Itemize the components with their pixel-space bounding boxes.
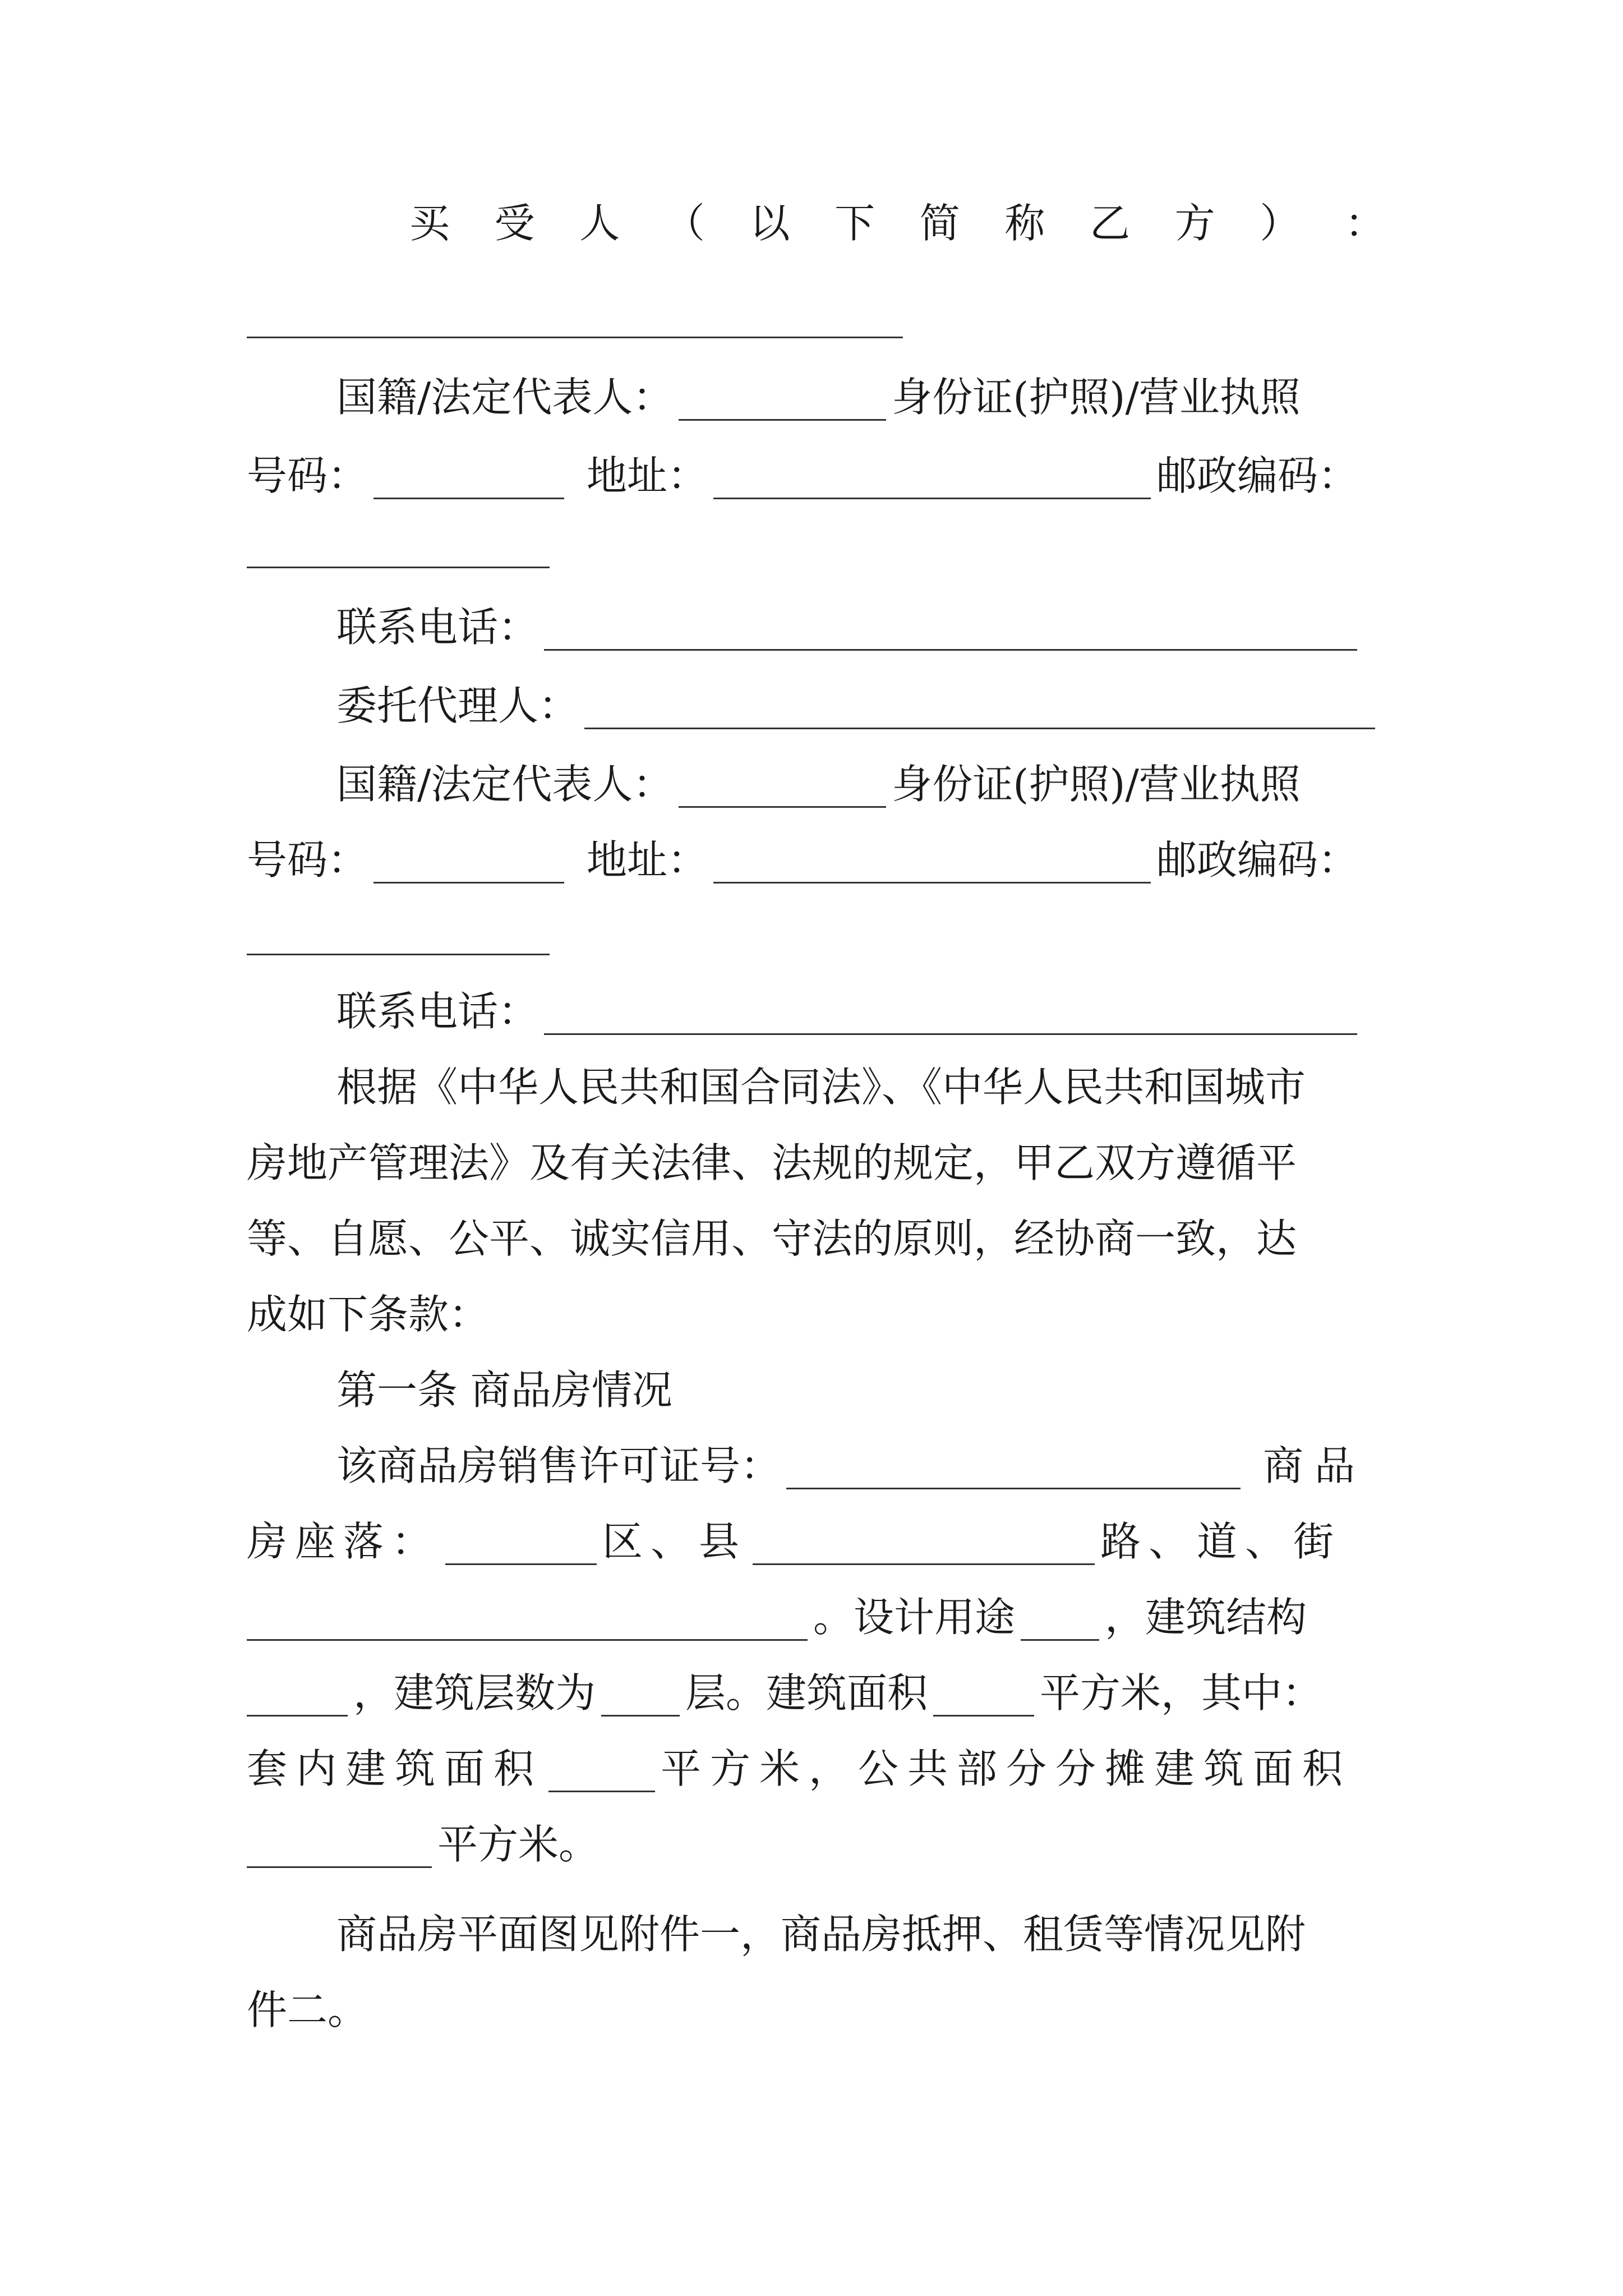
area-unit: 平方米，其中： [1040, 1669, 1323, 1717]
agent-id-line [247, 822, 1385, 898]
buyer-title-char: 乙 [1090, 200, 1131, 247]
street-blank[interactable] [247, 1637, 808, 1641]
preamble-line: 等、自愿、公平、诚实信用、守法的原则，经协商一致，达 [247, 1215, 1297, 1262]
nationality-label: 国籍/法定代表人： [336, 374, 674, 421]
id-label: 身份证(护照)/营业执照 [892, 374, 1301, 421]
id-number-blank[interactable] [374, 880, 564, 884]
road-label: 路、道、街 [1100, 1518, 1342, 1565]
address-blank[interactable] [713, 880, 1151, 884]
shared-area-label: 平方米，公共部分分摊建筑面积 [661, 1745, 1352, 1792]
agent-phone-line [336, 973, 1385, 1050]
postcode-blank[interactable] [247, 567, 550, 568]
buyer-title-char: 以 [749, 200, 790, 247]
nationality-label: 国籍/法定代表人： [336, 761, 674, 808]
postcode-label: 邮政编码： [1156, 836, 1359, 884]
nationality-blank[interactable] [679, 804, 886, 808]
buyer-title-char: ） [1260, 200, 1301, 247]
buyer-name-blank[interactable] [247, 337, 903, 338]
id-number-blank[interactable] [374, 495, 564, 499]
buyer-title-char: （ [664, 200, 705, 247]
location-line [247, 1503, 1385, 1580]
inner-area-line [247, 1731, 1385, 1807]
buyer-title-char: 人 [579, 200, 620, 247]
permit-line [336, 1428, 1385, 1504]
buyer-title-char: 下 [834, 200, 875, 247]
address-label: 地址： [587, 836, 708, 884]
buyer-title-char: 买 [409, 200, 450, 247]
article-heading: 第一条 商品房情况 [336, 1366, 672, 1414]
buyer-title-char: 受 [494, 200, 535, 247]
phone-blank[interactable] [544, 1031, 1357, 1035]
buyer-nationality-line [336, 359, 1385, 435]
purpose-label: 。设计用途 [813, 1594, 1016, 1641]
agent-line [336, 668, 1385, 744]
shared-area-line [247, 1806, 1385, 1883]
attachment-line: 件二。 [247, 1986, 368, 2033]
phone-blank[interactable] [544, 647, 1357, 651]
shared-area-blank[interactable] [247, 1864, 432, 1868]
agent-blank[interactable] [584, 725, 1375, 729]
phone-label: 联系电话： [336, 988, 539, 1035]
preamble-line: 根据《中华人民共和国合同法》、《中华人民共和国城市 [336, 1064, 1306, 1111]
buyer-title [409, 185, 1385, 261]
permit-label: 该商品房销售许可证号： [336, 1442, 781, 1489]
attachment-line: 商品房平面图见附件一，商品房抵押、租赁等情况见附 [336, 1911, 1306, 1958]
buyer-title-char: 简 [919, 200, 960, 247]
address-label: 地址： [587, 452, 708, 499]
address-blank[interactable] [713, 495, 1151, 499]
buyer-phone-line [336, 589, 1385, 665]
floors-unit: 层。建筑面积 [685, 1669, 928, 1717]
agent-nationality-line [336, 746, 1385, 822]
road-blank[interactable] [753, 1561, 1095, 1565]
floors-blank[interactable] [601, 1713, 680, 1717]
permit-tail: 商品 [1263, 1442, 1367, 1489]
structure-blank[interactable] [247, 1713, 348, 1717]
buyer-title-char: 称 [1004, 200, 1045, 247]
purpose-line [247, 1579, 1385, 1655]
buyer-title-char: 方 [1174, 200, 1215, 247]
preamble-line: 房地产管理法》及有关法律、法规的规定，甲乙双方遵循平 [247, 1139, 1297, 1186]
nationality-blank[interactable] [679, 417, 886, 421]
location-label: 房座落： [247, 1518, 440, 1565]
buyer-title-char: ： [1344, 200, 1385, 247]
floors-line [247, 1655, 1385, 1731]
buyer-id-line [247, 438, 1385, 514]
id-number-label: 号码： [247, 836, 368, 884]
postcode-label: 邮政编码： [1156, 452, 1359, 499]
postcode-blank[interactable] [247, 954, 550, 955]
preamble-line: 成如下条款： [247, 1291, 490, 1338]
structure-label: ，建筑结构 [1105, 1594, 1307, 1641]
area-unit: 平方米。 [437, 1821, 600, 1868]
purpose-blank[interactable] [1021, 1637, 1099, 1641]
id-number-label: 号码： [247, 452, 368, 499]
permit-blank[interactable] [786, 1485, 1241, 1489]
phone-label: 联系电话： [336, 604, 539, 651]
area-blank[interactable] [933, 1713, 1034, 1717]
district-blank[interactable] [445, 1561, 597, 1565]
floors-label: ，建筑层数为 [353, 1669, 596, 1717]
inner-area-blank[interactable] [548, 1788, 655, 1792]
agent-label: 委托代理人： [336, 682, 579, 729]
district-label: 区、县 [602, 1518, 748, 1565]
id-label: 身份证(护照)/营业执照 [892, 761, 1301, 808]
inner-area-label: 套内建筑面积 [247, 1745, 543, 1792]
